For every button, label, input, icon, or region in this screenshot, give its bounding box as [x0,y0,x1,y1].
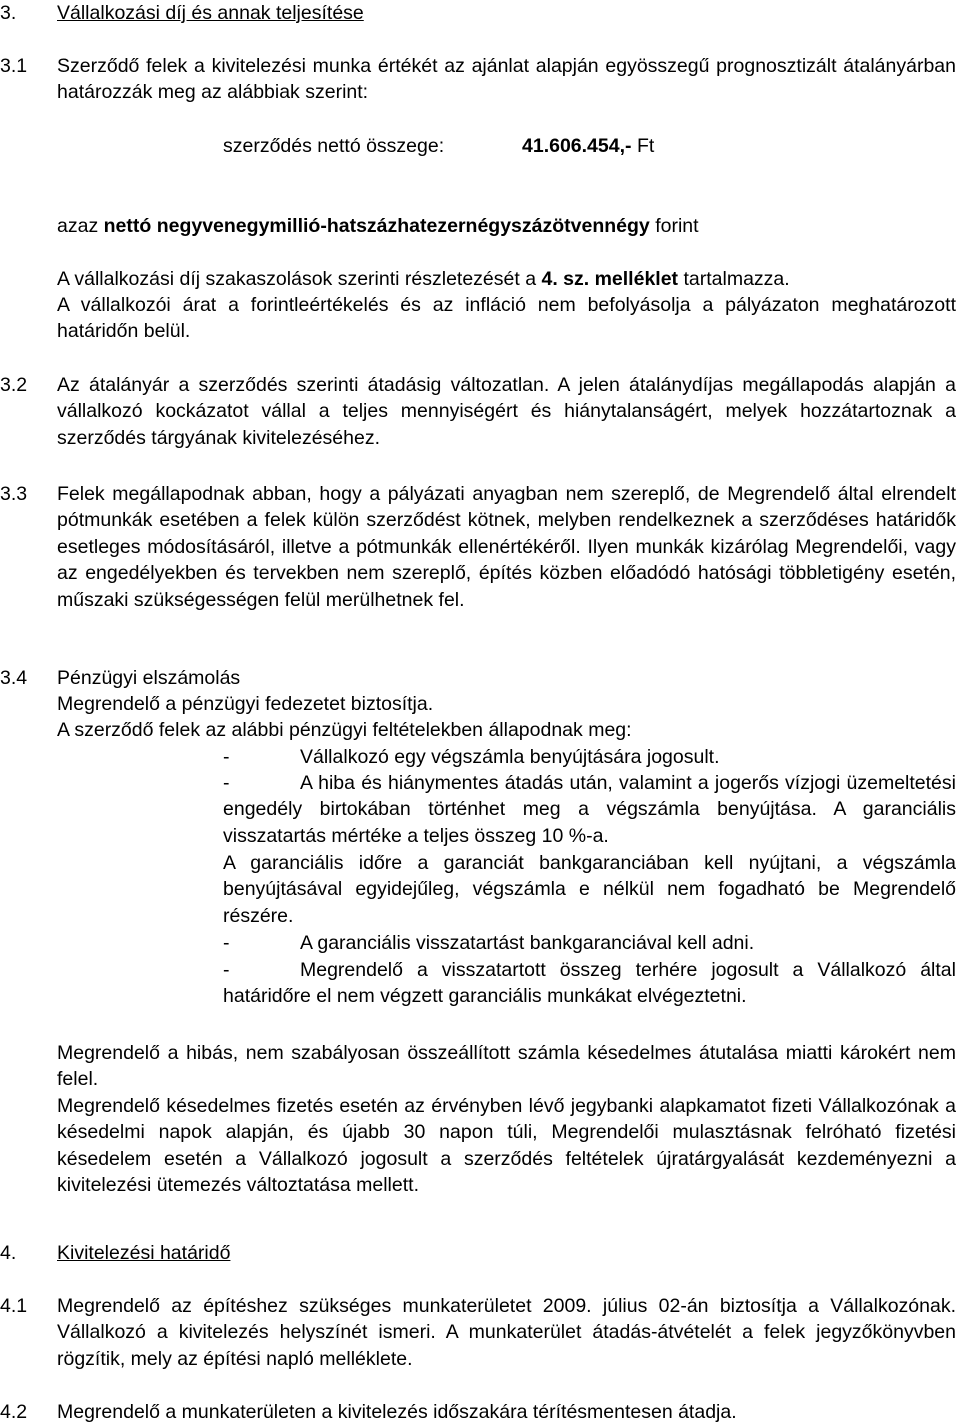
section-number: 3. [0,2,17,24]
section-number: 4. [0,1242,17,1264]
words-suffix: forint [655,215,699,237]
amount-label: szerződés nettó összege: [223,135,445,157]
paragraph-title: Pénzügyi elszámolás [57,667,241,689]
paragraph-number: 3.1 [0,55,28,77]
section-title: Vállalkozási díj és annak teljesítése [57,2,364,24]
section-title: Kivitelezési határidő [57,1242,231,1264]
bullet-dash: - [223,959,230,981]
bullet-dash: - [223,746,230,768]
words-amount: nettó negyvenegymillió-hatszázhatezernégyszázötvennégy [103,215,650,237]
paragraph-number: 3.2 [0,374,28,396]
list-item-text: A hiba és hiánymentes átadás után, valamint a jogerős vízjogi üzemeltetési engedély birtokában történhet meg a végszámla benyújtása. A garanciális visszatartás mértéke a teljes összeg 10 %-a. [223,772,956,847]
words-prefix: azaz [57,215,99,237]
late-payment-text: Megrendelő késedelmes fizetés esetén az érvényben lévő jegybanki alapkamatot fizeti Vállalkozónak a késedelmi napok alapján, és újabb 30 napon túli, Megrendelői mulasztásnak felróható fizetési késedelem esetén a Vállalkozó jogosult a szerződés feltételek újratárgyalását kezdeményezni a kivitelezési ütemezés változtatása mellett. [57,1095,956,1197]
inflation-text: A vállalkozói árat a forintleértékelés és az infláció nem befolyásolja a pályázaton meghatározott határidőn belül. [57,294,956,343]
attachment-ref: 4. sz. melléklet [541,268,679,290]
attachment-text: A vállalkozási díj szakaszolások szerinti részletezését a [57,268,537,290]
paragraph-number: 3.3 [0,483,28,505]
bullet-dash: - [223,932,230,954]
list-item-text: A garanciális visszatartást bankgaranciával kell adni. [300,932,755,954]
list-item-text: Megrendelő a visszatartott összeg terhére jogosult a Vállalkozó által határidőre el nem végzett garanciális munkákat elvégeztetni. [223,959,956,1008]
funding-text: Megrendelő a pénzügyi fedezetet biztosítja. [57,693,434,715]
paragraph-text: Felek megállapodnak abban, hogy a pályázati anyagban nem szereplő, de Megrendelő által elrendelt pótmunkák esetében a felek külön szerződést kötnek, melyben rendelkeznek a szerződéses határidők esetleges módosításáról, illetve a pótmunkák ellenértékéről. Ilyen munkák kizárólag Megrendelői, vagy az engedélyekben és tervekben nem szereplő, építés közben előadódó hatósági többletigény esetén, műszaki szükségességen felül merülhetnek fel. [57,483,956,611]
amount-value: 41.606.454,- [522,135,632,157]
list-item-text: Vállalkozó egy végszámla benyújtására jogosult. [300,746,720,768]
paragraph-number: 3.4 [0,667,28,689]
paragraph-text: Az átalányár a szerződés szerinti átadásig változatlan. A jelen átalánydíjas megállapodás alapján a vállalkozó kockázatot vállal a teljes mennyiségért és hiánytalanságért, melyek hozzátartoznak a szerződés tárgyának kivitelezéséhez. [57,374,956,449]
paragraph-number: 4.2 [0,1401,28,1423]
late-invoice-text: Megrendelő a hibás, nem szabályosan összeállított számla késedelmes átutalása miatti károkért nem felel. [57,1042,956,1091]
conditions-intro-text: A szerződő felek az alábbi pénzügyi feltételekben állapodnak meg: [57,719,632,741]
paragraph-text: Szerződő felek a kivitelezési munka értékét az ajánlat alapján egyösszegű prognosztizált átalányárban határozzák meg az alábbiak szerint: [57,55,956,104]
paragraph-number: 4.1 [0,1295,28,1317]
amount-unit: Ft [636,135,655,157]
bullet-dash: - [223,772,230,794]
paragraph-text: Megrendelő az építéshez szükséges munkaterületet 2009. július 02-án biztosítja a Vállalkozónak. Vállalkozó a kivitelezés helyszínét ismeri. A munkaterület átadás-átvételét a felek jegyzőkönyvben rögzítik, mely az építési napló melléklete. [57,1295,956,1370]
list-item-text: A garanciális időre a garanciát bankgaranciában kell nyújtani, a végszámla benyújtásával egyidejűleg, végszámla e nélkül nem fogadható be Megrendelő részére. [223,852,956,927]
attachment-suffix: tartalmazza. [683,268,790,290]
paragraph-text: Megrendelő a munkaterületen a kivitelezés időszakára térítésmentesen átadja. [57,1401,737,1423]
